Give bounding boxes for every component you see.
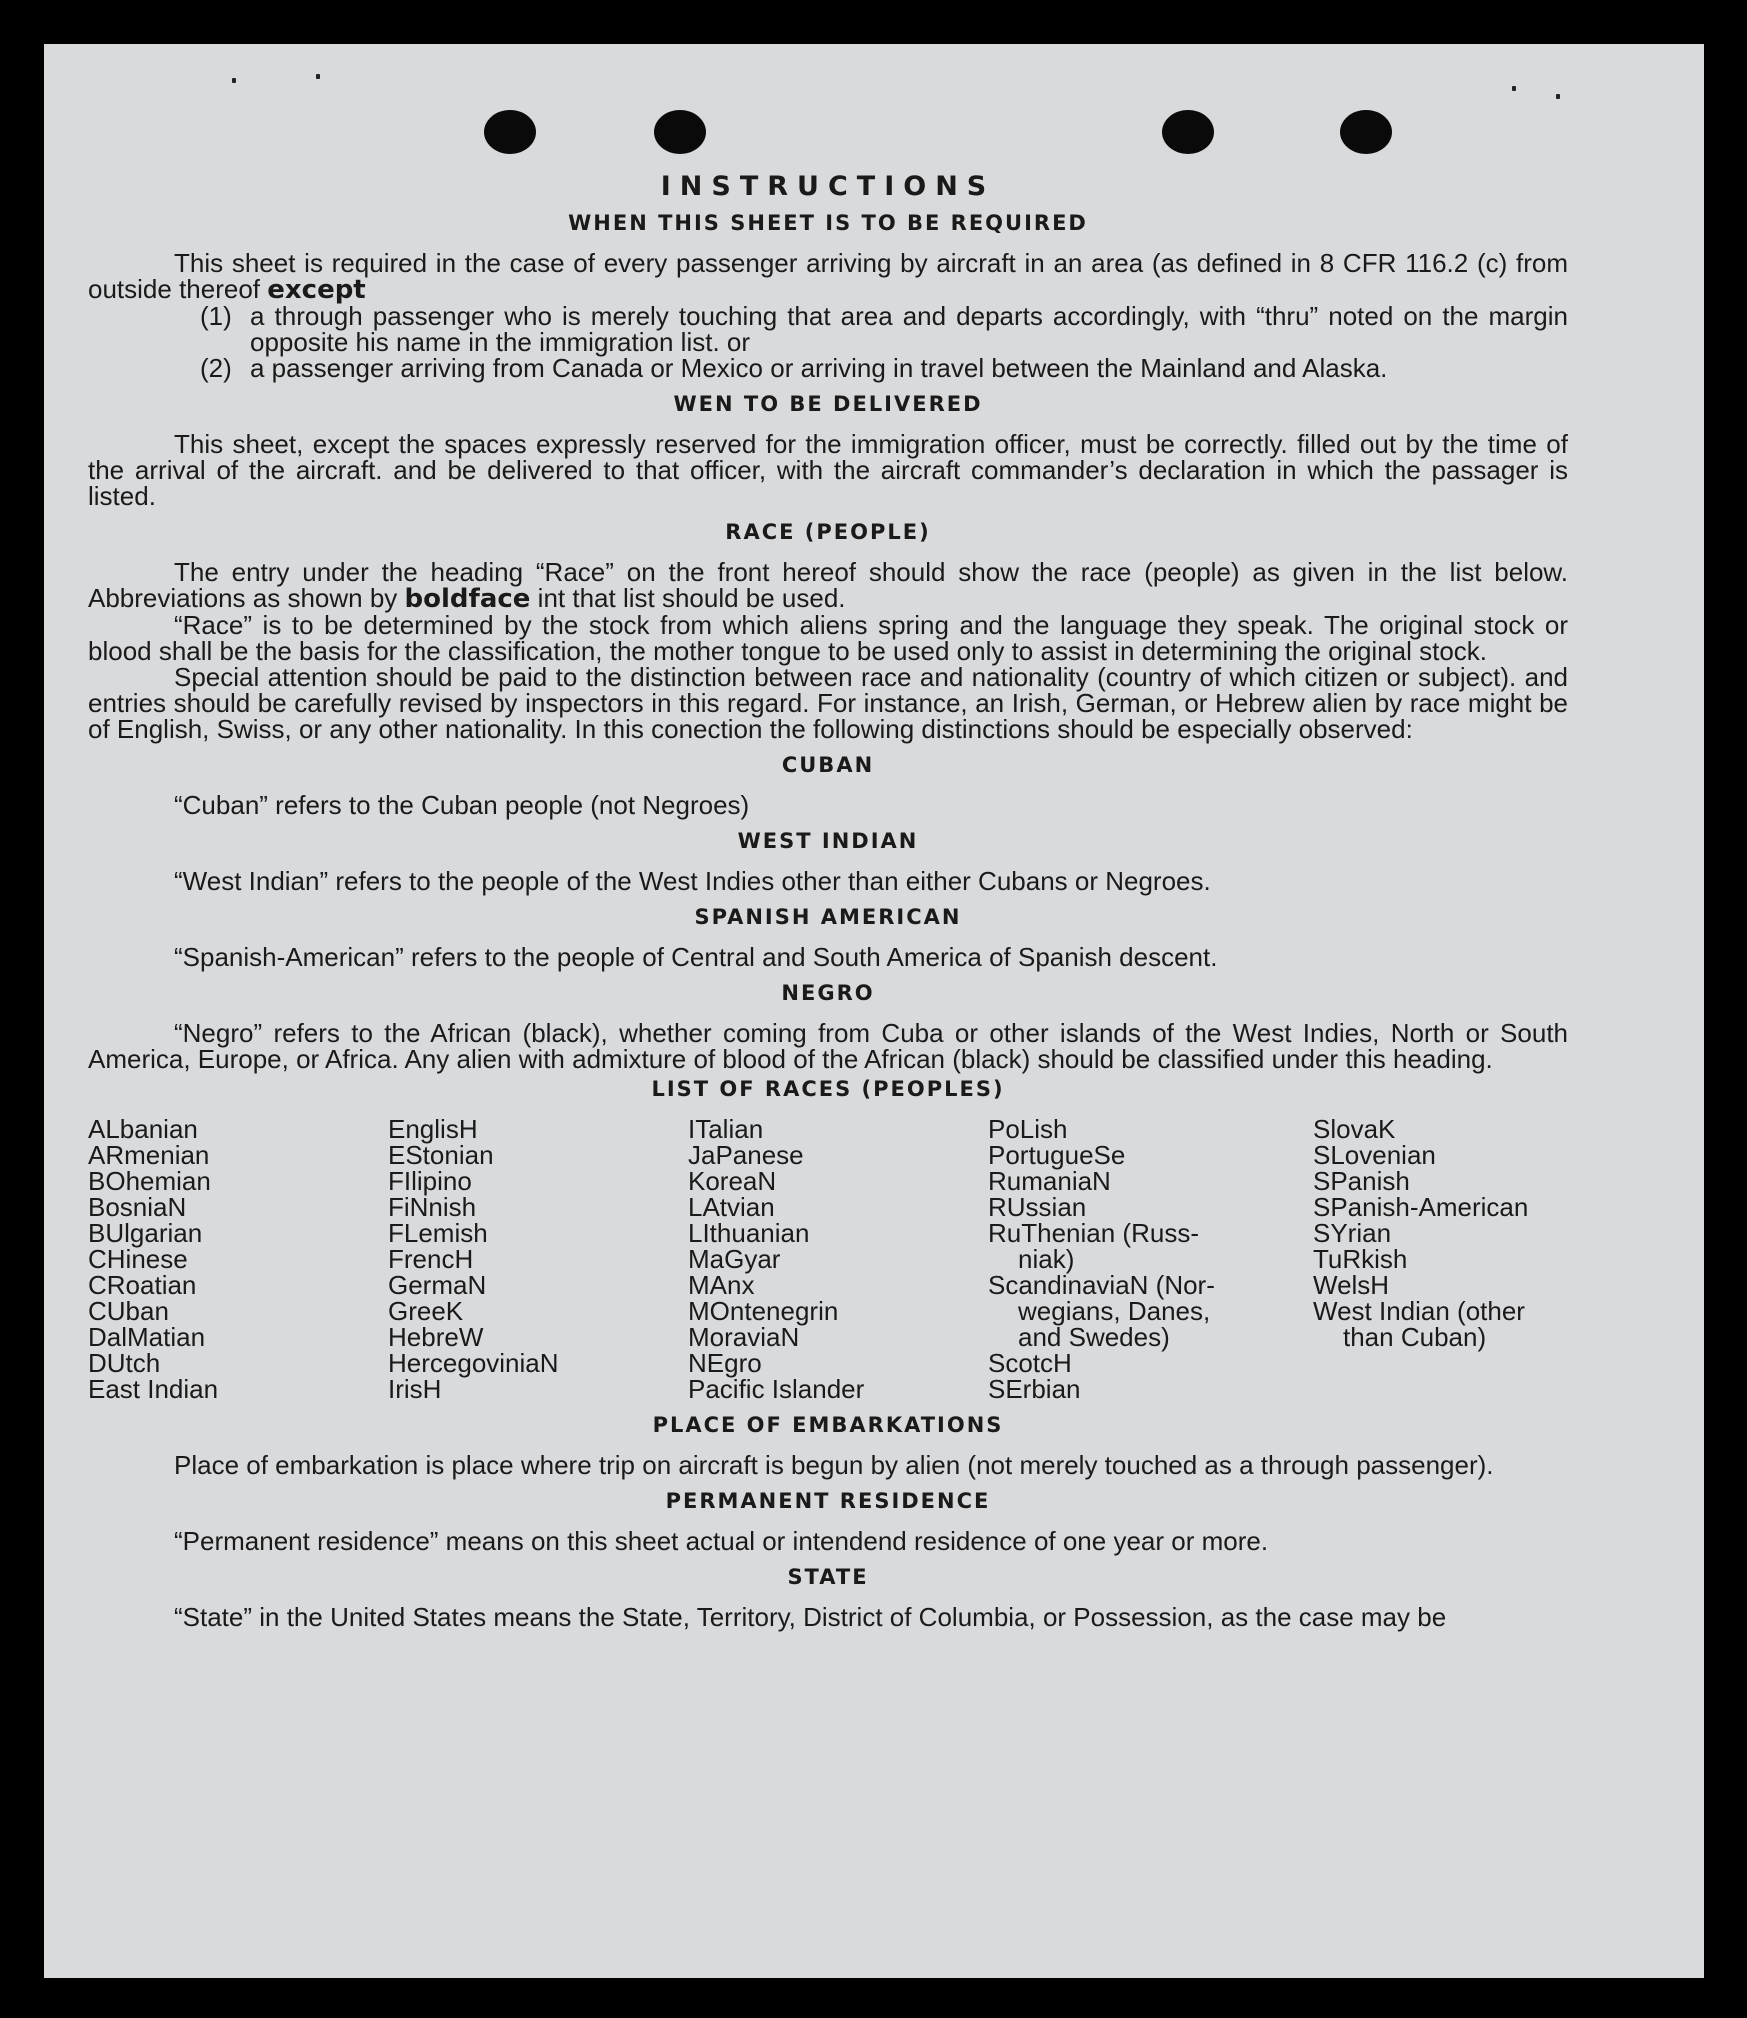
punch-hole xyxy=(1340,110,1392,154)
race-entry: EnglisH xyxy=(388,1114,478,1144)
race-entry: BUlgarian xyxy=(88,1218,203,1248)
race-entry: IrisH xyxy=(388,1374,442,1404)
race-entry: JaPanese xyxy=(688,1140,804,1170)
race-entry: and Swedes) xyxy=(1018,1322,1170,1352)
punch-hole xyxy=(1162,110,1214,154)
races-heading: LIST OF RACES (PEOPLES) xyxy=(651,1077,1005,1101)
section-heading: WHEN THIS SHEET IS TO BE REQUIRED xyxy=(568,211,1088,235)
race-entry: WelsH xyxy=(1313,1270,1390,1300)
race-entry: SlovaK xyxy=(1313,1114,1396,1144)
speck xyxy=(316,74,320,79)
race-entry: West Indian (other xyxy=(1313,1296,1525,1326)
race-entry: HebreW xyxy=(388,1322,484,1352)
race-entry: SYrian xyxy=(1313,1218,1392,1248)
paragraph: Special attention should be paid to the distinction between race and nationality (country of which citizen or subject). and entries should be carefully revised by inspectors in this regard. For instance, an Irish, German, or Hebrew alien by race might be of English, Swiss, or any other nationality. In this conection the following distinctions should be especially observed: xyxy=(88,662,1568,744)
race-list xyxy=(88,1116,1568,1402)
speck xyxy=(232,78,236,83)
paragraph: Place of embarkation is place where trip on aircraft is begun by alien (not merely touched as a through passenger). xyxy=(174,1450,1494,1480)
race-entry: LAtvian xyxy=(688,1192,775,1222)
page-title: INSTRUCTIONS xyxy=(660,171,996,202)
paragraph: This sheet, except the spaces expressly reserved for the immigration officer, must be correctly. filled out by the time of the arrival of the aircraft. and be delivered to that officer, with the aircraft commander’s declaration in which the passager is listed. xyxy=(88,429,1568,511)
race-entry: SErbian xyxy=(988,1374,1081,1404)
race-entry: ScotcH xyxy=(988,1348,1072,1378)
race-entry: KoreaN xyxy=(688,1166,777,1196)
section-heading: WEST INDIAN xyxy=(737,829,919,853)
race-entry: DUtch xyxy=(88,1348,161,1378)
paragraph: “Spanish-American” refers to the people of Central and South America of Spanish descent. xyxy=(174,942,1218,972)
race-entry: than Cuban) xyxy=(1343,1322,1487,1352)
list-item: (1) a through passenger who is merely touching that area and departs accordingly, with “thru” noted on the margin opposite his name in the immigration list. or xyxy=(200,301,1568,357)
section-heading: RACE (PEOPLE) xyxy=(725,520,931,544)
race-entry: CRoatian xyxy=(88,1270,197,1300)
paragraph: “West Indian” refers to the people of the West Indies other than either Cubans or Negroes. xyxy=(174,866,1211,896)
race-entry: GermaN xyxy=(388,1270,487,1300)
paragraph: “Permanent residence” means on this sheet actual or intendend residence of one year or more. xyxy=(174,1526,1269,1556)
race-entry: FIlipino xyxy=(388,1166,472,1196)
race-entry: LIthuanian xyxy=(688,1218,810,1248)
race-entry: SPanish-American xyxy=(1313,1192,1529,1222)
race-entry: SLovenian xyxy=(1313,1140,1436,1170)
paragraph: This sheet is required in the case of every passenger arriving by aircraft in an area (as defined in 8 CFR 116.2 (c) from outside thereof except xyxy=(88,248,1568,305)
race-entry: PortugueSe xyxy=(988,1140,1126,1170)
race-entry: FLemish xyxy=(388,1218,488,1248)
race-entry: ITalian xyxy=(688,1114,764,1144)
race-column xyxy=(688,1116,988,1402)
race-entry: TuRkish xyxy=(1313,1244,1408,1274)
race-entry: RumaniaN xyxy=(988,1166,1111,1196)
race-column xyxy=(988,1116,1313,1402)
punch-hole xyxy=(654,110,706,154)
section-heading: NEGRO xyxy=(781,981,875,1005)
race-column xyxy=(388,1116,688,1402)
race-entry: EStonian xyxy=(388,1140,494,1170)
punch-hole xyxy=(484,110,536,154)
section-heading: PLACE OF EMBARKATIONS xyxy=(652,1413,1004,1437)
section-heading: SPANISH AMERICAN xyxy=(694,905,962,929)
race-entry: ARmenian xyxy=(88,1140,210,1170)
paragraph: “Race” is to be determined by the stock from which aliens spring and the language they speak. The original stock or blood shall be the basis for the classification, the mother tongue to be used only to assist in determining the original stock. xyxy=(88,610,1568,666)
race-entry: HercegoviniaN xyxy=(388,1348,559,1378)
race-entry: NEgro xyxy=(688,1348,762,1378)
paragraph: “Negro” refers to the African (black), whether coming from Cuba or other islands of the West Indies, North or South America, Europe, or Africa. Any alien with admixture of blood of the African (black) should be classified under this heading. xyxy=(88,1018,1568,1074)
list-item: (2) a passenger arriving from Canada or Mexico or arriving in travel between the Mainland and Alaska. xyxy=(200,353,1388,383)
section-heading: PERMANENT RESIDENCE xyxy=(665,1489,991,1513)
race-entry: MOntenegrin xyxy=(688,1296,839,1326)
race-entry: RUssian xyxy=(988,1192,1087,1222)
race-entry: MAnx xyxy=(688,1270,755,1300)
race-entry: ALbanian xyxy=(88,1114,198,1144)
race-column xyxy=(88,1116,388,1402)
race-entry: CHinese xyxy=(88,1244,188,1274)
race-entry: RuThenian (Russ- xyxy=(988,1218,1199,1248)
race-entry: Pacific Islander xyxy=(688,1374,865,1404)
instructions-body xyxy=(88,171,1568,1632)
section-heading: CUBAN xyxy=(781,753,875,777)
race-entry: MoraviaN xyxy=(688,1322,800,1352)
race-entry: East Indian xyxy=(88,1374,219,1404)
race-entry: ScandinaviaN (Nor- xyxy=(988,1270,1215,1300)
speck xyxy=(1512,86,1516,91)
race-entry: DalMatian xyxy=(88,1322,206,1352)
race-entry: SPanish xyxy=(1313,1166,1410,1196)
race-entry: FiNnish xyxy=(388,1192,477,1222)
paragraph: “State” in the United States means the State, Territory, District of Columbia, or Possession, as the case may be xyxy=(174,1602,1447,1632)
document-page xyxy=(44,44,1704,1978)
section-heading: WEN TO BE DELIVERED xyxy=(673,392,983,416)
speck xyxy=(1556,94,1560,99)
section-heading: STATE xyxy=(787,1565,869,1589)
race-entry: GreeK xyxy=(388,1296,464,1326)
paragraph: The entry under the heading “Race” on the front hereof should show the race (people) as given in the list below. Abbreviations as shown by boldface int that list should be used. xyxy=(88,557,1568,614)
race-entry: BosniaN xyxy=(88,1192,187,1222)
paragraph: “Cuban” refers to the Cuban people (not Negroes) xyxy=(174,790,750,820)
race-entry: niak) xyxy=(1018,1244,1075,1274)
race-entry: FrencH xyxy=(388,1244,474,1274)
race-entry: CUban xyxy=(88,1296,169,1326)
race-entry: BOhemian xyxy=(88,1166,211,1196)
race-entry: PoLish xyxy=(988,1114,1068,1144)
race-entry: MaGyar xyxy=(688,1244,781,1274)
race-entry: wegians, Danes, xyxy=(1018,1296,1211,1326)
race-column xyxy=(1313,1116,1568,1402)
